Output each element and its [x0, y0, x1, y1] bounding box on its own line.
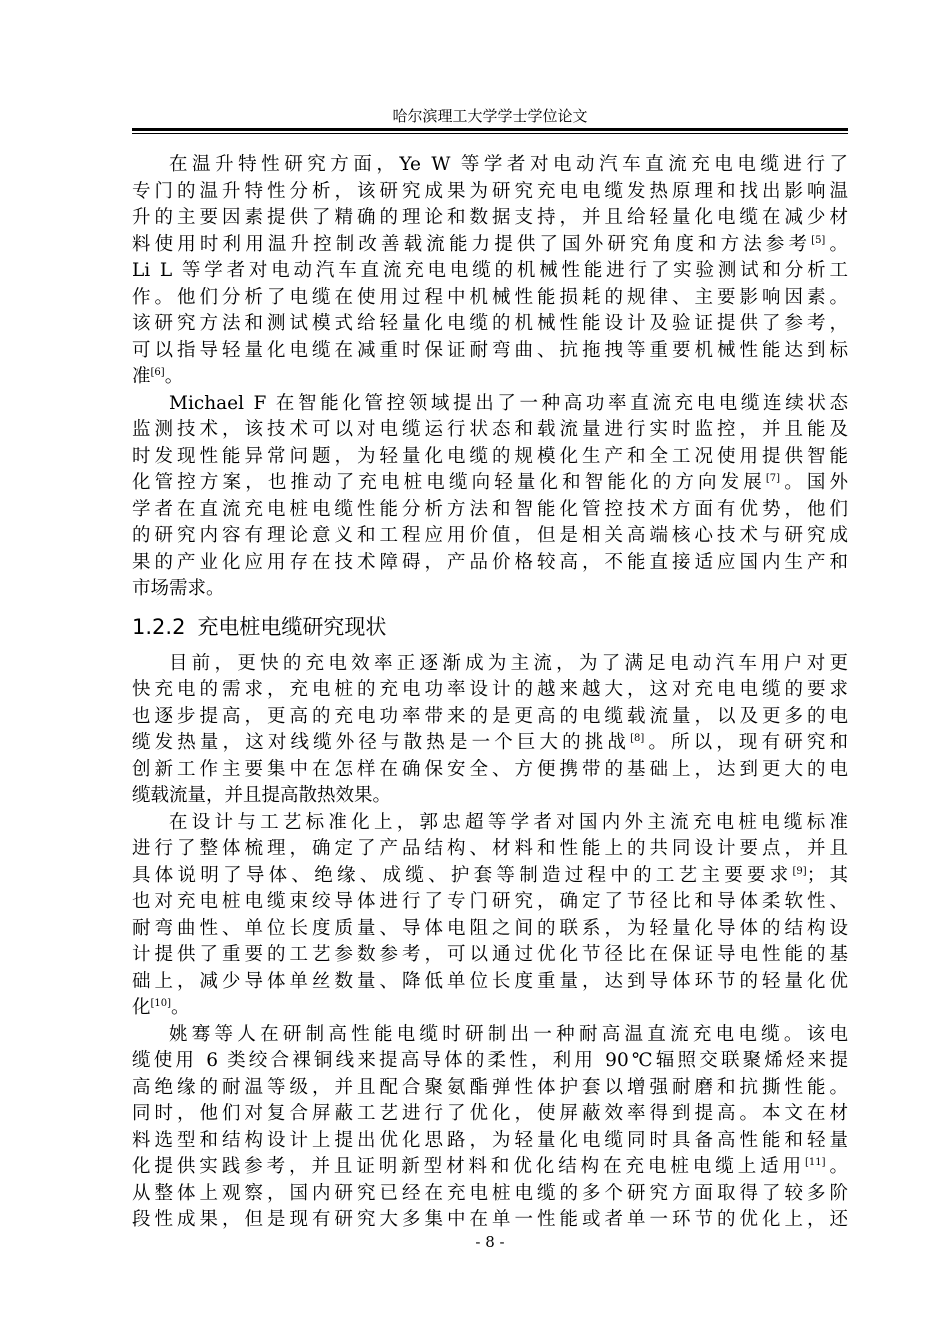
text-line: 段性成果，但是现有研究大多集中在单一性能或者单一环节的优化上，还 [132, 1209, 848, 1230]
text-line: 监测技术，该技术可以对电缆运行状态和载流量进行实时监控，并且能及 [132, 419, 848, 440]
text-line: 高绝缘的耐温等级，并且配合聚氨酯弹性体护套以增强耐磨和抗撕性能。 [132, 1076, 848, 1098]
citation: [7] [765, 473, 781, 484]
citation: [10] [150, 998, 172, 1009]
text-line: 目前，更快的充电效率正逐渐成为主流，为了满足电动汽车用户对更 [169, 652, 848, 674]
section-title: 充电桩电缆研究现状 [197, 614, 387, 639]
header-rule-thin [132, 133, 848, 134]
text-line: 姚骞等人在研制高性能电缆时研制出一种耐高温直流充电电缆。该电 [169, 1023, 848, 1045]
text-line: 也逐步提高，更高的充电功率带来的是更高的电缆载流量，以及更多的电 [132, 705, 848, 727]
text-line: Li L 等学者对电动汽车直流充电电缆的机械性能进行了实验测试和分析工 [132, 260, 848, 281]
text-line: 作。他们分析了电缆在使用过程中机械性能损耗的规律、主要影响因素。 [132, 286, 848, 308]
text-line: 快充电的需求，充电桩的充电功率设计的越来越大，这对充电电缆的要求 [132, 679, 848, 700]
text-line: Michael F 在智能化管控领域提出了一种高功率直流充电电缆连续状态 [169, 392, 848, 414]
citation: [11] [805, 1157, 826, 1168]
text-line: 计提供了重要的工艺参数参考，可以通过优化节径比在保证导电性能的基 [132, 944, 848, 965]
section-heading [132, 603, 848, 651]
page-number: - 8 - [475, 1233, 505, 1251]
text-line: 可以指导轻量化电缆在减重时保证耐弯曲、抗拖拽等重要机械性能达到标 [132, 339, 848, 361]
paragraph [132, 391, 848, 603]
citation: [6] [150, 367, 165, 378]
text-line: 化管控方案，也推动了充电桩电缆向轻量化和智能化的方向发展[7]。国外 [132, 472, 848, 493]
text-line: 学者在直流充电桩电缆性能分析方法和智能化管控技术方面有优势，他们 [132, 498, 848, 520]
text-line: 在设计与工艺标准化上，郭忠超等学者对国内外主流充电桩电缆标准 [169, 811, 848, 833]
citation: [9] [792, 865, 807, 877]
body-text [132, 152, 848, 1234]
text-line: 具体说明了导体、绝缘、成缆、护套等制造过程中的工艺主要要求[9]；其 [132, 864, 848, 886]
citation: [5] [811, 234, 826, 246]
text-line: 料选型和结构设计上提出优化思路，为轻量化电缆同时具备高性能和轻量 [132, 1129, 848, 1151]
text-line: 进行了整体梳理，确定了产品结构、材料和性能上的共同设计要点，并且 [132, 838, 848, 859]
paragraph [132, 651, 848, 810]
text-line: 耐弯曲性、单位长度质量、导体电阻之间的联系，为轻量化导体的结构设 [132, 917, 848, 939]
text-line: 缆发热量，这对线缆外径与散热是一个巨大的挑战[8]。所以，现有研究和 [132, 732, 848, 753]
text-line: 化[10]。 [132, 997, 190, 1018]
text-line: 的研究内容有理论意义和工程应用价值，但是相关高端核心技术与研究成 [132, 525, 848, 546]
text-line: 同时，他们对复合屏蔽工艺进行了优化，使屏蔽效率得到提高。本文在材 [132, 1103, 848, 1124]
text-line: 创新工作主要集中在怎样在确保安全、方便携带的基础上，达到更大的电 [132, 758, 848, 780]
text-line: 果的产业化应用存在技术障碍，产品价格较高，不能直接适应国内生产和 [132, 551, 848, 573]
text-line: 在温升特性研究方面，Ye W 等学者对电动汽车直流充电电缆进行了 [169, 154, 848, 175]
paragraph [132, 1022, 848, 1234]
text-line: 础上，减少导体单丝数量、降低单位长度重量，达到导体环节的轻量化优 [132, 970, 848, 992]
text-line: 市场需求。 [132, 578, 225, 599]
text-line: 料使用时利用温升控制改善载流能力提供了国外研究角度和方法参考[5]。 [132, 233, 848, 255]
header-rule-thick [132, 128, 848, 131]
section-number: 1.2.2 [132, 614, 186, 639]
text-line: 准[6]。 [132, 366, 184, 387]
text-line: 该研究方法和测试模式给轻量化电缆的机械性能设计及验证提供了参考， [132, 313, 848, 334]
text-line: 也对充电桩电缆束绞导体进行了专门研究，确定了节径比和导体柔软性、 [132, 891, 848, 912]
text-line: 缆载流量，并且提高散热效果。 [132, 785, 392, 806]
paragraph [132, 152, 848, 391]
text-line: 时发现性能异常问题，为轻量化电缆的规模化生产和全工况使用提供智能 [132, 445, 848, 467]
text-line: 化提供实践参考，并且证明新型材料和优化结构在充电桩电缆上适用[11]。 [132, 1156, 848, 1177]
text-line: 专门的温升特性分析，该研究成果为研究充电电缆发热原理和找出影响温 [132, 180, 848, 202]
text-line: 升的主要因素提供了精确的理论和数据支持，并且给轻量化电缆在减少材 [132, 207, 848, 228]
text-line: 缆使用 6 类绞合裸铜线来提高导体的柔性，利用 90℃辐照交联聚烯烃来提 [132, 1050, 848, 1071]
running-header: 哈尔滨理工大学学士学位论文 [392, 107, 588, 125]
text-line: 从整体上观察，国内研究已经在充电桩电缆的多个研究方面取得了较多阶 [132, 1182, 848, 1204]
citation: [8] [630, 733, 645, 744]
paragraph [132, 810, 848, 1022]
